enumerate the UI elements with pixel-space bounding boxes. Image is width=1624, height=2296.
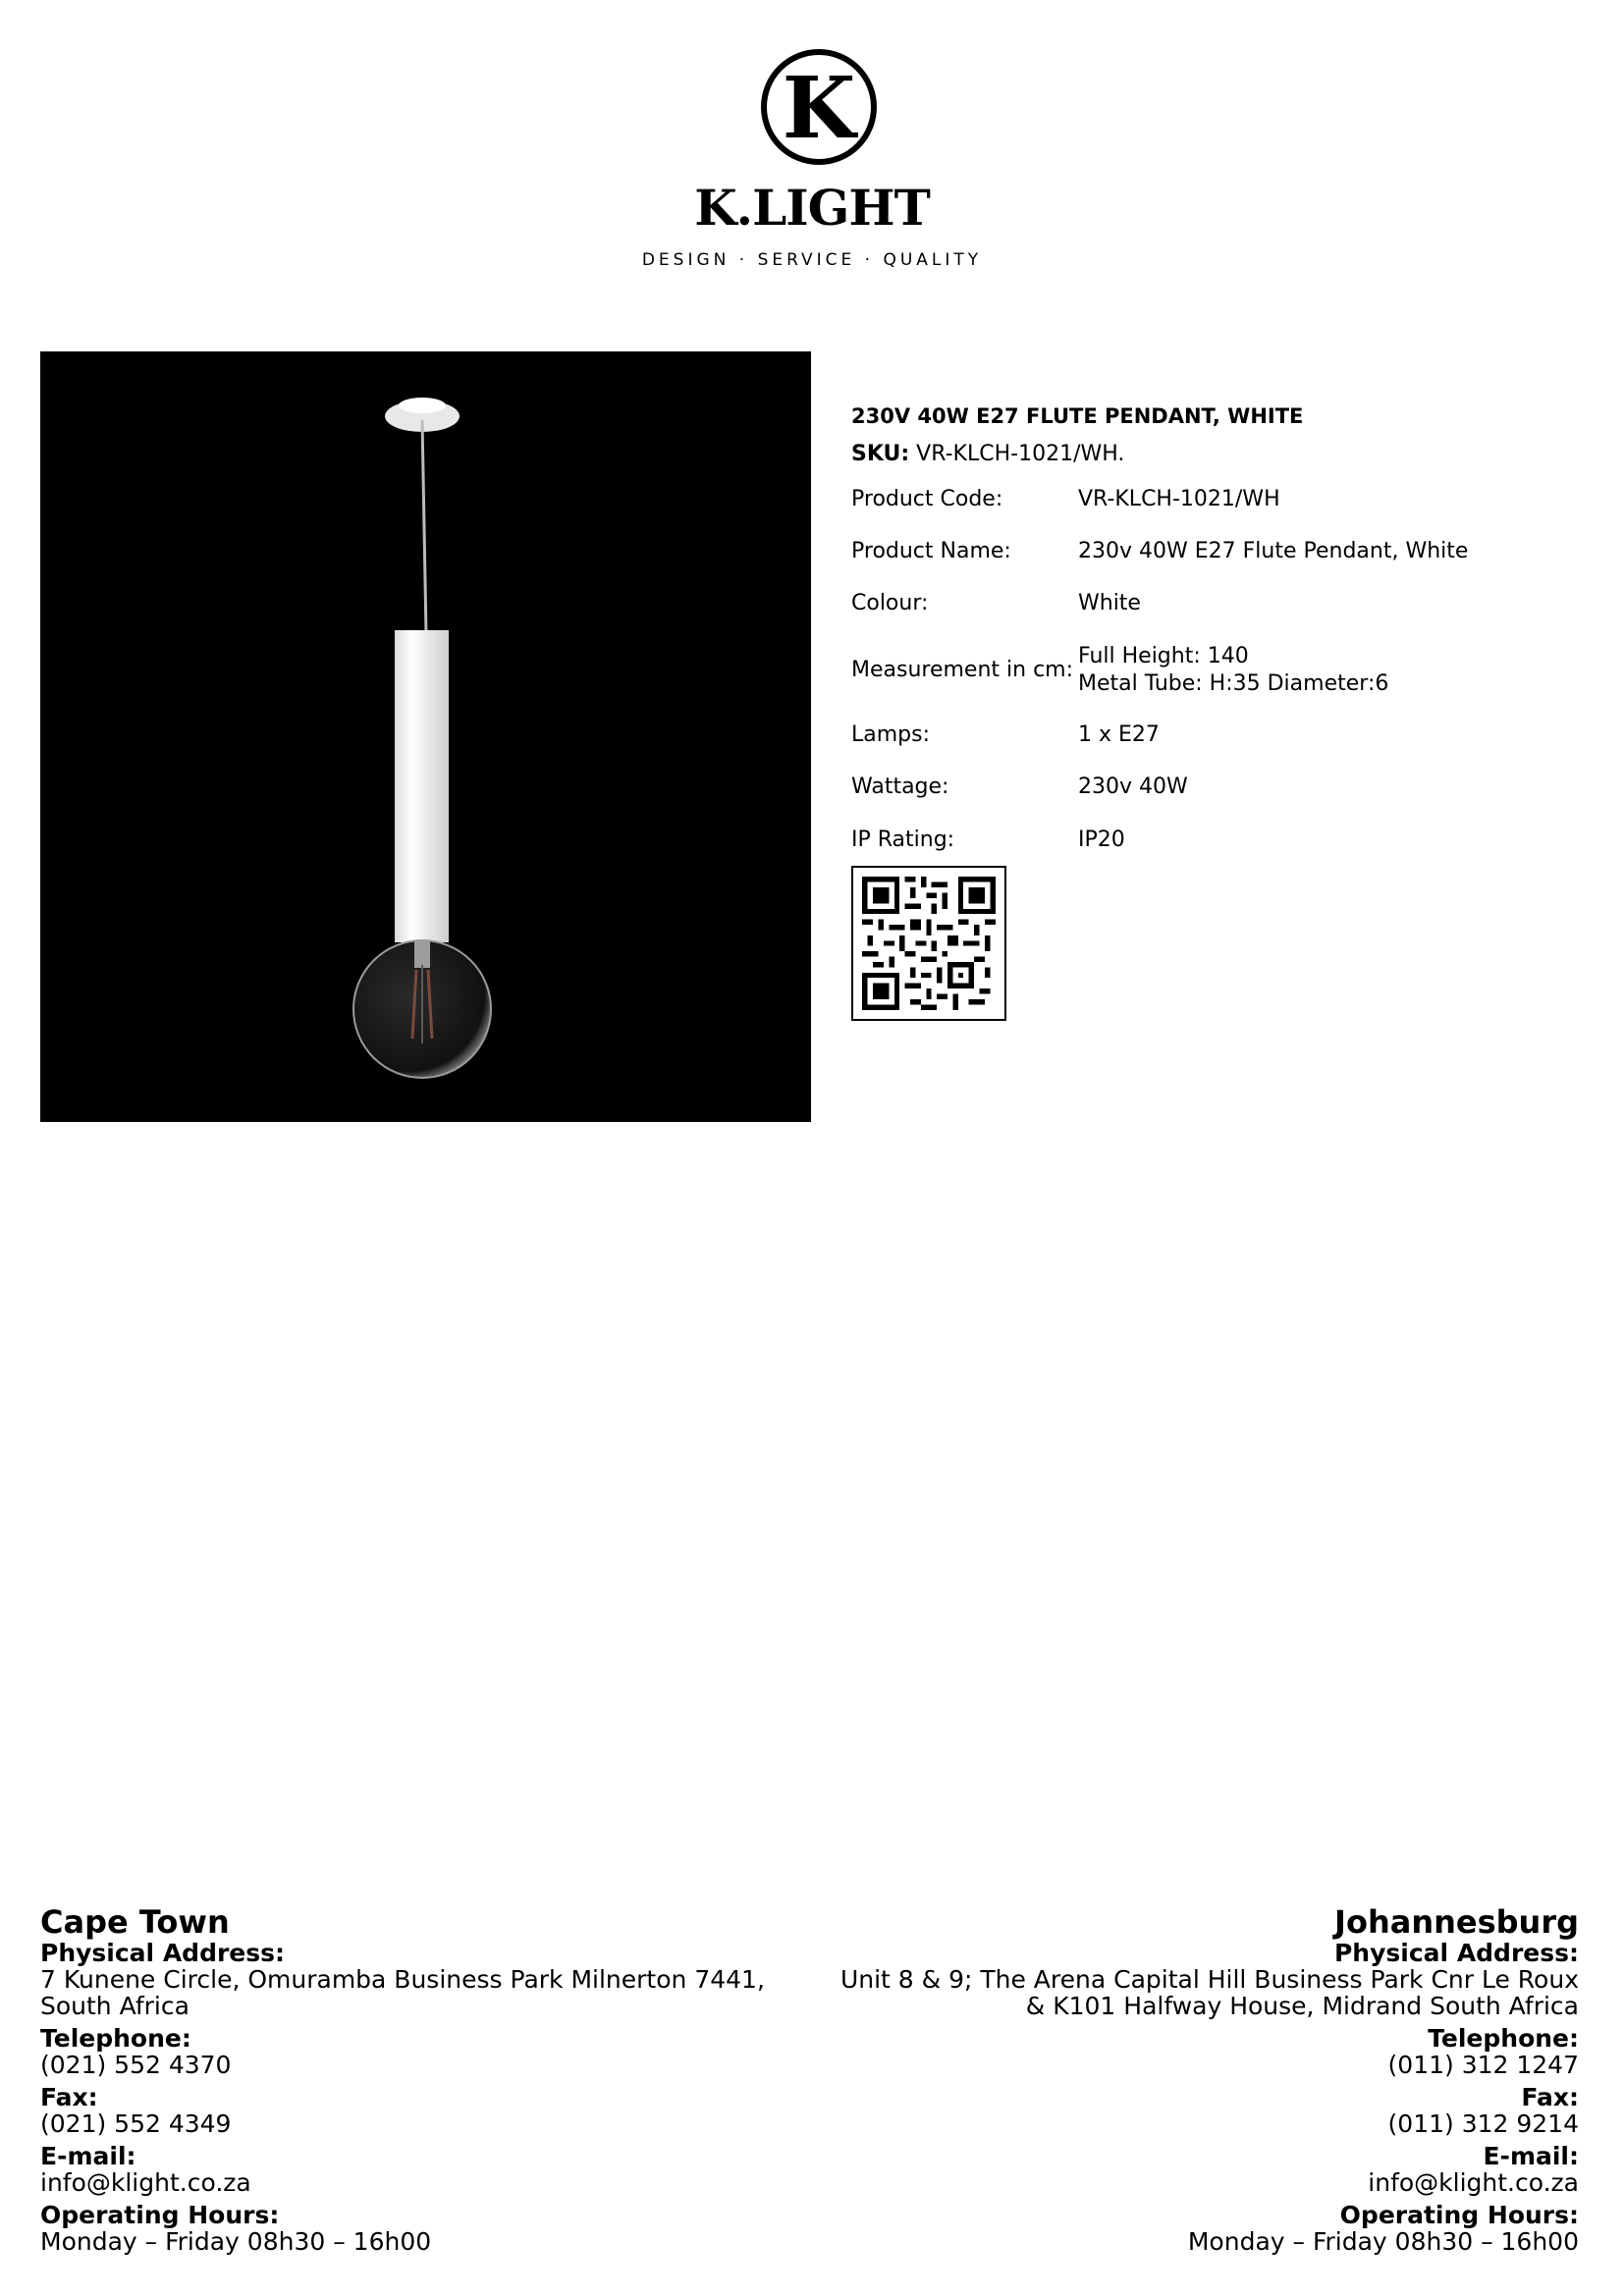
address-line: 7 Kunene Circle, Omuramba Business Park Milnerton 7441, (40, 1965, 765, 1994)
spec-value: 230v 40W E27 Flute Pendant, White (1078, 539, 1469, 563)
qr-code[interactable] (851, 866, 1006, 1021)
sku-label: SKU: (851, 442, 910, 466)
telephone-label: Telephone: (1428, 2024, 1579, 2053)
spec-value: 1 x E27 (1078, 722, 1160, 747)
product-title: 230V 40W E27 FLUTE PENDANT, WHITE (851, 404, 1304, 428)
brand-name: K.LIGHT (694, 179, 930, 237)
product-sku (851, 442, 1597, 466)
brand-tagline: DESIGN · SERVICE · QUALITY (641, 250, 983, 270)
spec-label: Product Code: (851, 487, 1003, 511)
spec-label: Wattage: (851, 774, 949, 799)
fax-label: Fax: (1521, 2083, 1579, 2111)
product-info (851, 404, 1597, 466)
email-label: E-mail: (1483, 2142, 1579, 2170)
hours-label: Operating Hours: (1339, 2201, 1579, 2229)
sku-value: VR-KLCH-1021/WH. (916, 442, 1125, 466)
telephone-label: Telephone: (40, 2024, 191, 2053)
address-line: Unit 8 & 9; The Arena Capital Hill Business Park Cnr Le Roux (839, 1965, 1579, 1994)
footer-johannesburg (793, 1904, 1579, 2255)
spec-label: Product Name: (851, 539, 1011, 563)
fax-label: Fax: (40, 2083, 98, 2111)
spec-value-2: Metal Tube: H:35 Diameter:6 (1078, 671, 1389, 696)
spec-value: 230v 40W (1078, 774, 1188, 799)
spec-label: IP Rating: (851, 828, 955, 852)
hours-value: Monday – Friday 08h30 – 16h00 (1187, 2227, 1579, 2256)
email-link[interactable]: info@klight.co.za (1368, 2168, 1579, 2197)
spec-label: Colour: (851, 591, 929, 615)
spec-value: IP20 (1078, 828, 1125, 852)
logo-letter: K (782, 59, 856, 158)
address-label: Physical Address: (1333, 1939, 1579, 1967)
address-line: South Africa (40, 1992, 189, 2020)
brand-logo (0, 39, 1624, 285)
spec-value: Full Height: 140 (1078, 644, 1249, 668)
spec-label: Measurement in cm: (851, 658, 1074, 682)
fax-number: (011) 312 9214 (1387, 2109, 1579, 2138)
email-link[interactable]: info@klight.co.za (40, 2168, 251, 2197)
spec-label: Lamps: (851, 722, 931, 747)
spec-value: White (1078, 591, 1141, 615)
address-line: & K101 Halfway House, Midrand South Africa (1025, 1992, 1579, 2020)
product-photo (40, 351, 811, 1122)
telephone-number[interactable]: (011) 312 1247 (1387, 2051, 1579, 2079)
telephone-number[interactable]: (021) 552 4370 (40, 2051, 232, 2079)
fax-number: (021) 552 4349 (40, 2109, 232, 2138)
city-name: Johannesburg (1334, 1903, 1579, 1941)
spec-value: VR-KLCH-1021/WH (1078, 487, 1280, 511)
hours-label: Operating Hours: (40, 2201, 280, 2229)
city-name: Cape Town (40, 1903, 230, 1941)
email-label: E-mail: (40, 2142, 136, 2170)
logo-emblem (0, 39, 1624, 177)
hours-value: Monday – Friday 08h30 – 16h00 (40, 2227, 432, 2256)
footer-cape-town (40, 1904, 806, 2255)
address-label: Physical Address: (40, 1939, 286, 1967)
